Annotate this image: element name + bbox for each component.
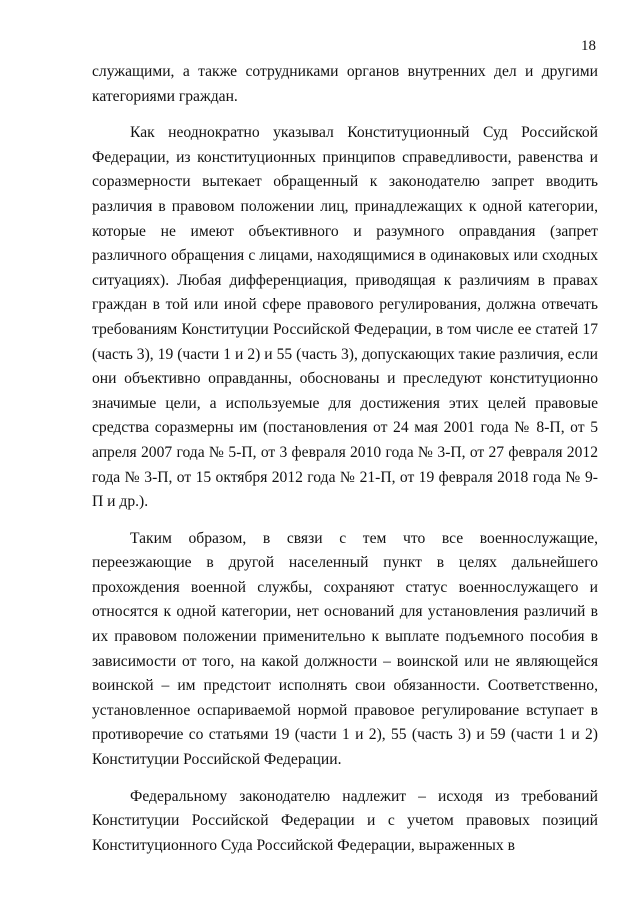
paragraph-legislator-duty: Федеральному законодателю надлежит – исходя из требований Конституции Российской Федерации и с учетом правовых позиций Конституционного Суда Российской Федерации, выраженных в	[92, 787, 598, 854]
page-number: 18	[581, 38, 596, 54]
paragraph-equality-principle: Как неоднократно указывал Конституционный Суд Российской Федерации, из конституционных принципов справедливости, равенства и соразмерности вытекает обращенный к законодателю запрет вводить различия в правовом положении лиц, принадлежащих к одной категории, которые не имеют объективного и разумного оправдания (запрет различного обращения с лицами, находящимися в одинаковых или сходных ситуациях). Любая дифференциация, приводящая к различиям в правах граждан в той или иной сфере правового регулирования, должна отвечать требованиям Конституции Российской Федерации, в том числе ее статей 17 (часть 3), 19 (части 1 и 2) и 55 (часть 3), допускающих такие различия, если они объективно оправданны, обоснованы и преследуют конституционно значимые цели, а используемые для достижения этих целей правовые средства соразмерны им (постановления от 24 мая 2001 года № 8-П, от 5 апреля 2007 года № 5-П, от 3 февраля 2010 года № 3-П, от 27 февраля 2012 года № 3-П, от 15 октября 2012 года № 21-П, от 19 февраля 2018 года № 9-П и др.).	[92, 124, 598, 511]
document-body	[92, 60, 598, 870]
paragraph-conclusion: Таким образом, в связи с тем что все военнослужащие, переезжающие в другой населенный пункт в целях дальнейшего прохождения военной службы, сохраняют статус военнослужащего и относятся к одной категории, нет оснований для установления различий в их правовом положении применительно к выплате подъемного пособия в зависимости от того, на какой должности – воинской или не являющейся воинской – им предстоит исполнять свои обязанности. Соответственно, установленное оспариваемой нормой правовое регулирование вступает в противоречие со статьями 19 (части 1 и 2), 55 (часть 3) и 59 (части 1 и 2) Конституции Российской Федерации.	[92, 529, 598, 769]
paragraph-continuation: служащими, а также сотрудниками органов внутренних дел и другими категориями граждан.	[92, 63, 598, 105]
